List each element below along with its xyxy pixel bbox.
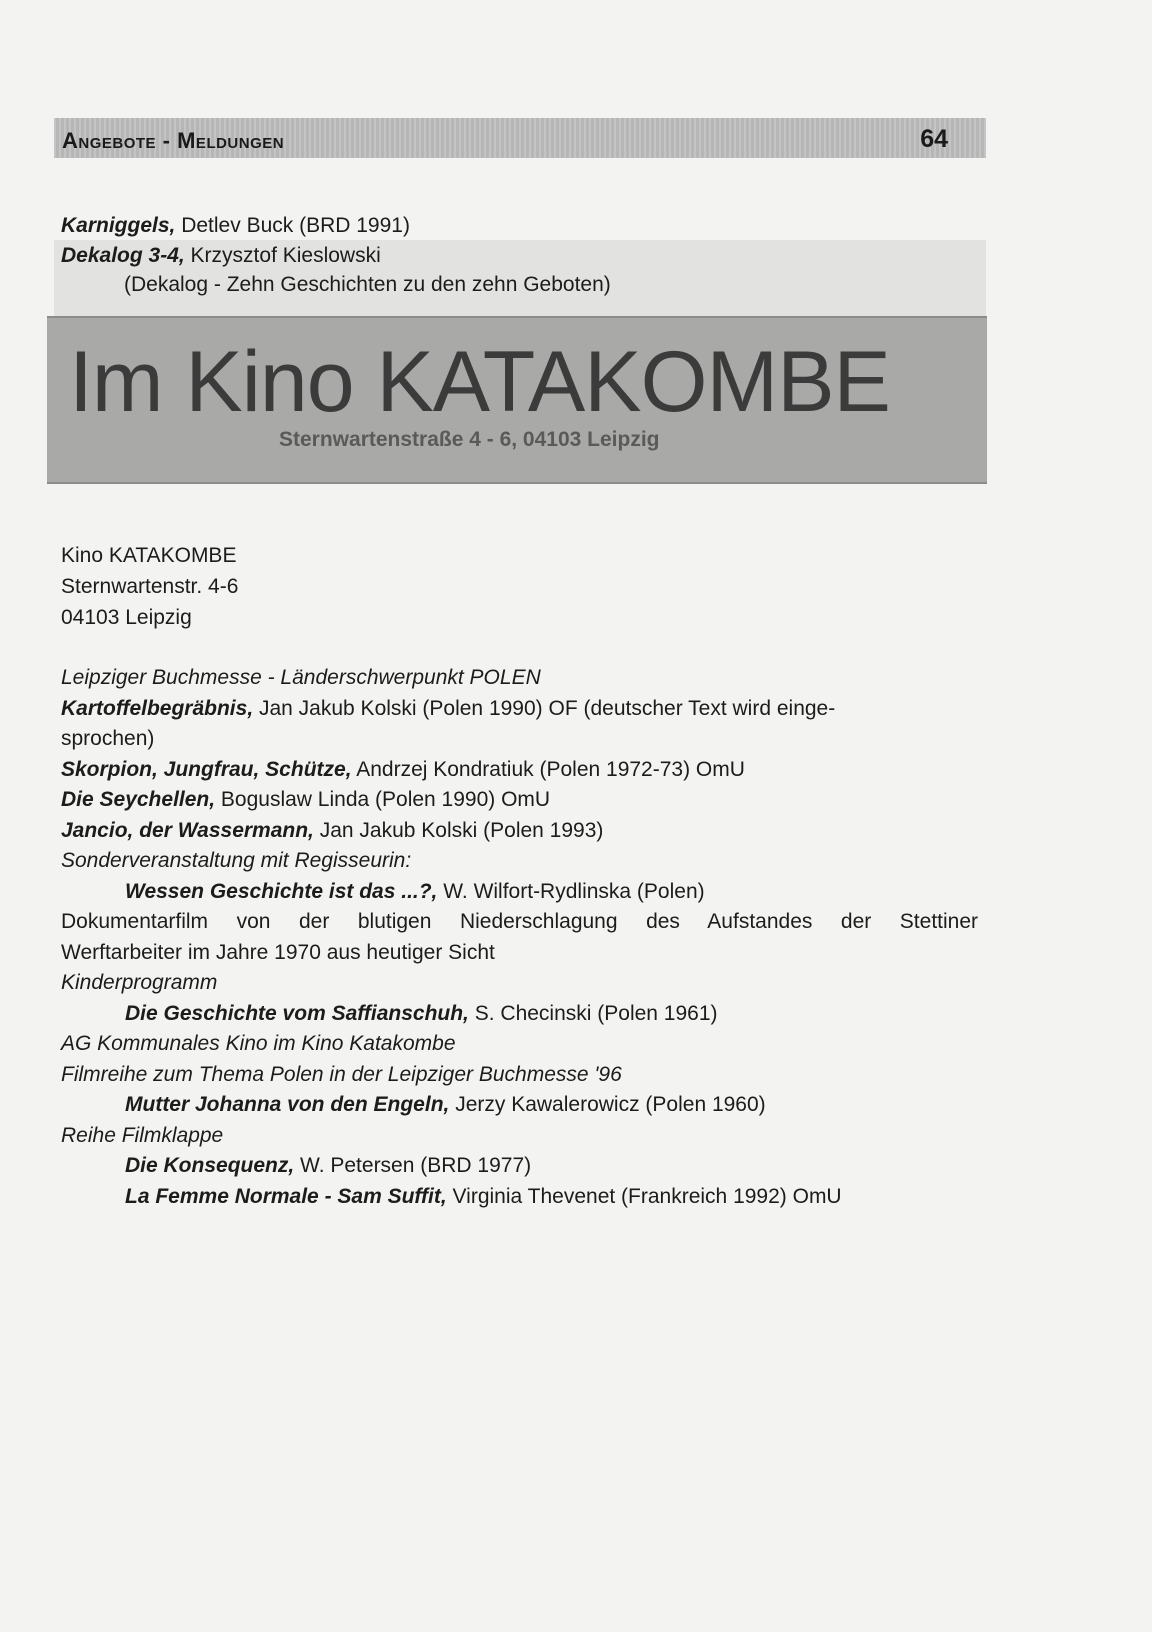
banner-address: Sternwartenstraße 4 - 6, 04103 Leipzig xyxy=(279,428,660,451)
film-entry xyxy=(61,785,978,816)
section-title: Angebote - Meldungen xyxy=(62,128,285,153)
special-event-label: Sonderveranstaltung mit Regisseurin: xyxy=(61,849,412,872)
page-number: 64 xyxy=(920,125,948,153)
film-details: Jan Jakub Kolski (Polen 1990) OF (deutscher Text wird einge- xyxy=(253,696,836,720)
banner-title: Im Kino KATAKOMBE xyxy=(69,334,890,430)
film-title: Die Seychellen, xyxy=(61,788,216,811)
venue-city: 04103 Leipzig xyxy=(61,606,192,629)
filmklappe-label: Reihe Filmklappe xyxy=(61,1123,224,1147)
film-details: Boguslaw Linda (Polen 1990) OmU xyxy=(215,788,551,811)
film-entry xyxy=(61,816,978,847)
film-entry xyxy=(61,755,978,786)
film-description: Dokumentarfilm von der blutigen Niederschlagung des Aufstandes der Stettiner xyxy=(61,910,978,933)
film-entry xyxy=(61,1090,978,1121)
film-title: Mutter Johanna von den Engeln, xyxy=(125,1093,450,1116)
series-label: Filmreihe zum Thema Polen in der Leipziger Buchmesse '96 xyxy=(61,1062,622,1086)
film-entry xyxy=(61,999,978,1030)
venue-address xyxy=(61,540,238,633)
film-details: Virginia Thevenet (Frankreich 1992) OmU xyxy=(446,1184,842,1208)
film-title: Skorpion, Jungfrau, Schütze, xyxy=(61,757,352,781)
film-details: Jerzy Kawalerowicz (Polen 1960) xyxy=(449,1093,766,1116)
film-title: Die Konsequenz, xyxy=(125,1154,295,1177)
film-title: Wessen Geschichte ist das ...?, xyxy=(125,879,438,903)
film-entry xyxy=(61,877,978,908)
program-list xyxy=(61,663,978,1212)
kids-program-label: Kinderprogramm xyxy=(61,971,218,994)
top-film-list xyxy=(61,211,611,300)
venue-name: Kino KATAKOMBE xyxy=(61,544,237,567)
film-title: La Femme Normale - Sam Suffit, xyxy=(125,1184,447,1208)
ag-label: AG Kommunales Kino im Kino Katakombe xyxy=(61,1032,456,1055)
film-description: Werftarbeiter im Jahre 1970 aus heutiger Sicht xyxy=(61,940,495,964)
film-details-continued: sprochen) xyxy=(61,727,155,750)
film-details: Jan Jakub Kolski (Polen 1993) xyxy=(313,818,604,842)
film-details: S. Checinski (Polen 1961) xyxy=(468,1001,718,1025)
film-details: Detlev Buck (BRD 1991) xyxy=(175,214,410,237)
film-title: Karniggels, xyxy=(61,214,176,237)
page-header xyxy=(54,118,986,158)
film-entry xyxy=(61,1151,978,1182)
cinema-banner xyxy=(47,316,987,484)
film-title: Jancio, der Wassermann, xyxy=(61,818,314,842)
film-title: Kartoffelbegräbnis, xyxy=(61,696,254,720)
film-note: (Dekalog - Zehn Geschichten zu den zehn Geboten) xyxy=(124,273,611,296)
film-title: Die Geschichte vom Saffianschuh, xyxy=(125,1001,469,1025)
film-entry xyxy=(61,241,611,271)
film-details: Andrzej Kondratiuk (Polen 1972-73) OmU xyxy=(351,757,745,781)
film-details: W. Wilfort-Rydlinska (Polen) xyxy=(437,879,705,903)
film-title: Dekalog 3-4, xyxy=(61,243,185,267)
film-entry xyxy=(61,1182,978,1213)
program-heading: Leipziger Buchmesse - Länderschwerpunkt POLEN xyxy=(61,666,541,689)
film-entry xyxy=(61,694,978,725)
film-details: Krzysztof Kieslowski xyxy=(184,243,381,267)
venue-street: Sternwartenstr. 4-6 xyxy=(61,575,239,598)
film-entry xyxy=(61,211,611,241)
film-details: W. Petersen (BRD 1977) xyxy=(294,1154,532,1177)
